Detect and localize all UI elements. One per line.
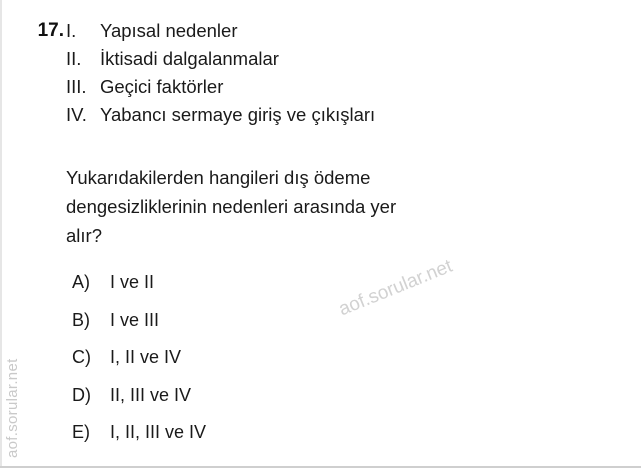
watermark-left: aof.sorular.net <box>4 358 21 458</box>
option-text: I, II, III ve IV <box>110 422 207 442</box>
statement-numeral: IV. <box>66 104 87 125</box>
statement-numeral: II. <box>66 48 82 69</box>
question-stem-line-2: dengesizliklerinin nedenleri arasında yer <box>66 196 397 217</box>
question-stem <box>66 163 627 250</box>
list-item <box>66 20 626 48</box>
statement-numeral: III. <box>66 76 87 97</box>
left-divider <box>0 0 2 468</box>
option-letter: B) <box>72 309 90 330</box>
option-text: I ve III <box>110 309 160 330</box>
list-item <box>66 48 626 76</box>
statement-list <box>66 20 626 132</box>
watermark-diagonal: aof.sorular.net <box>335 255 456 321</box>
list-item <box>66 76 626 104</box>
statement-text: İktisadi dalgalanmalar <box>100 48 279 69</box>
statement-text: Yabancı sermaye giriş ve çıkışları <box>100 104 376 125</box>
option-text: II, III ve IV <box>110 384 192 405</box>
option-d[interactable] <box>72 385 612 423</box>
option-text: I ve II <box>110 272 155 292</box>
question-number: 17. <box>37 20 64 41</box>
option-letter: A) <box>72 272 90 292</box>
option-text: I, II ve IV <box>110 347 182 367</box>
option-letter: D) <box>72 384 91 405</box>
statement-numeral: I. <box>66 20 77 41</box>
list-item <box>66 104 626 132</box>
option-letter: E) <box>72 422 90 442</box>
option-e[interactable] <box>72 422 612 460</box>
question-stem-line-1: Yukarıdakilerden hangileri dış ödeme <box>66 167 371 188</box>
statement-text: Geçici faktörler <box>100 76 224 97</box>
statement-text: Yapısal nedenler <box>100 20 238 41</box>
question-stem-line-3: alır? <box>66 225 102 246</box>
option-letter: C) <box>72 347 91 367</box>
option-c[interactable] <box>72 347 612 385</box>
